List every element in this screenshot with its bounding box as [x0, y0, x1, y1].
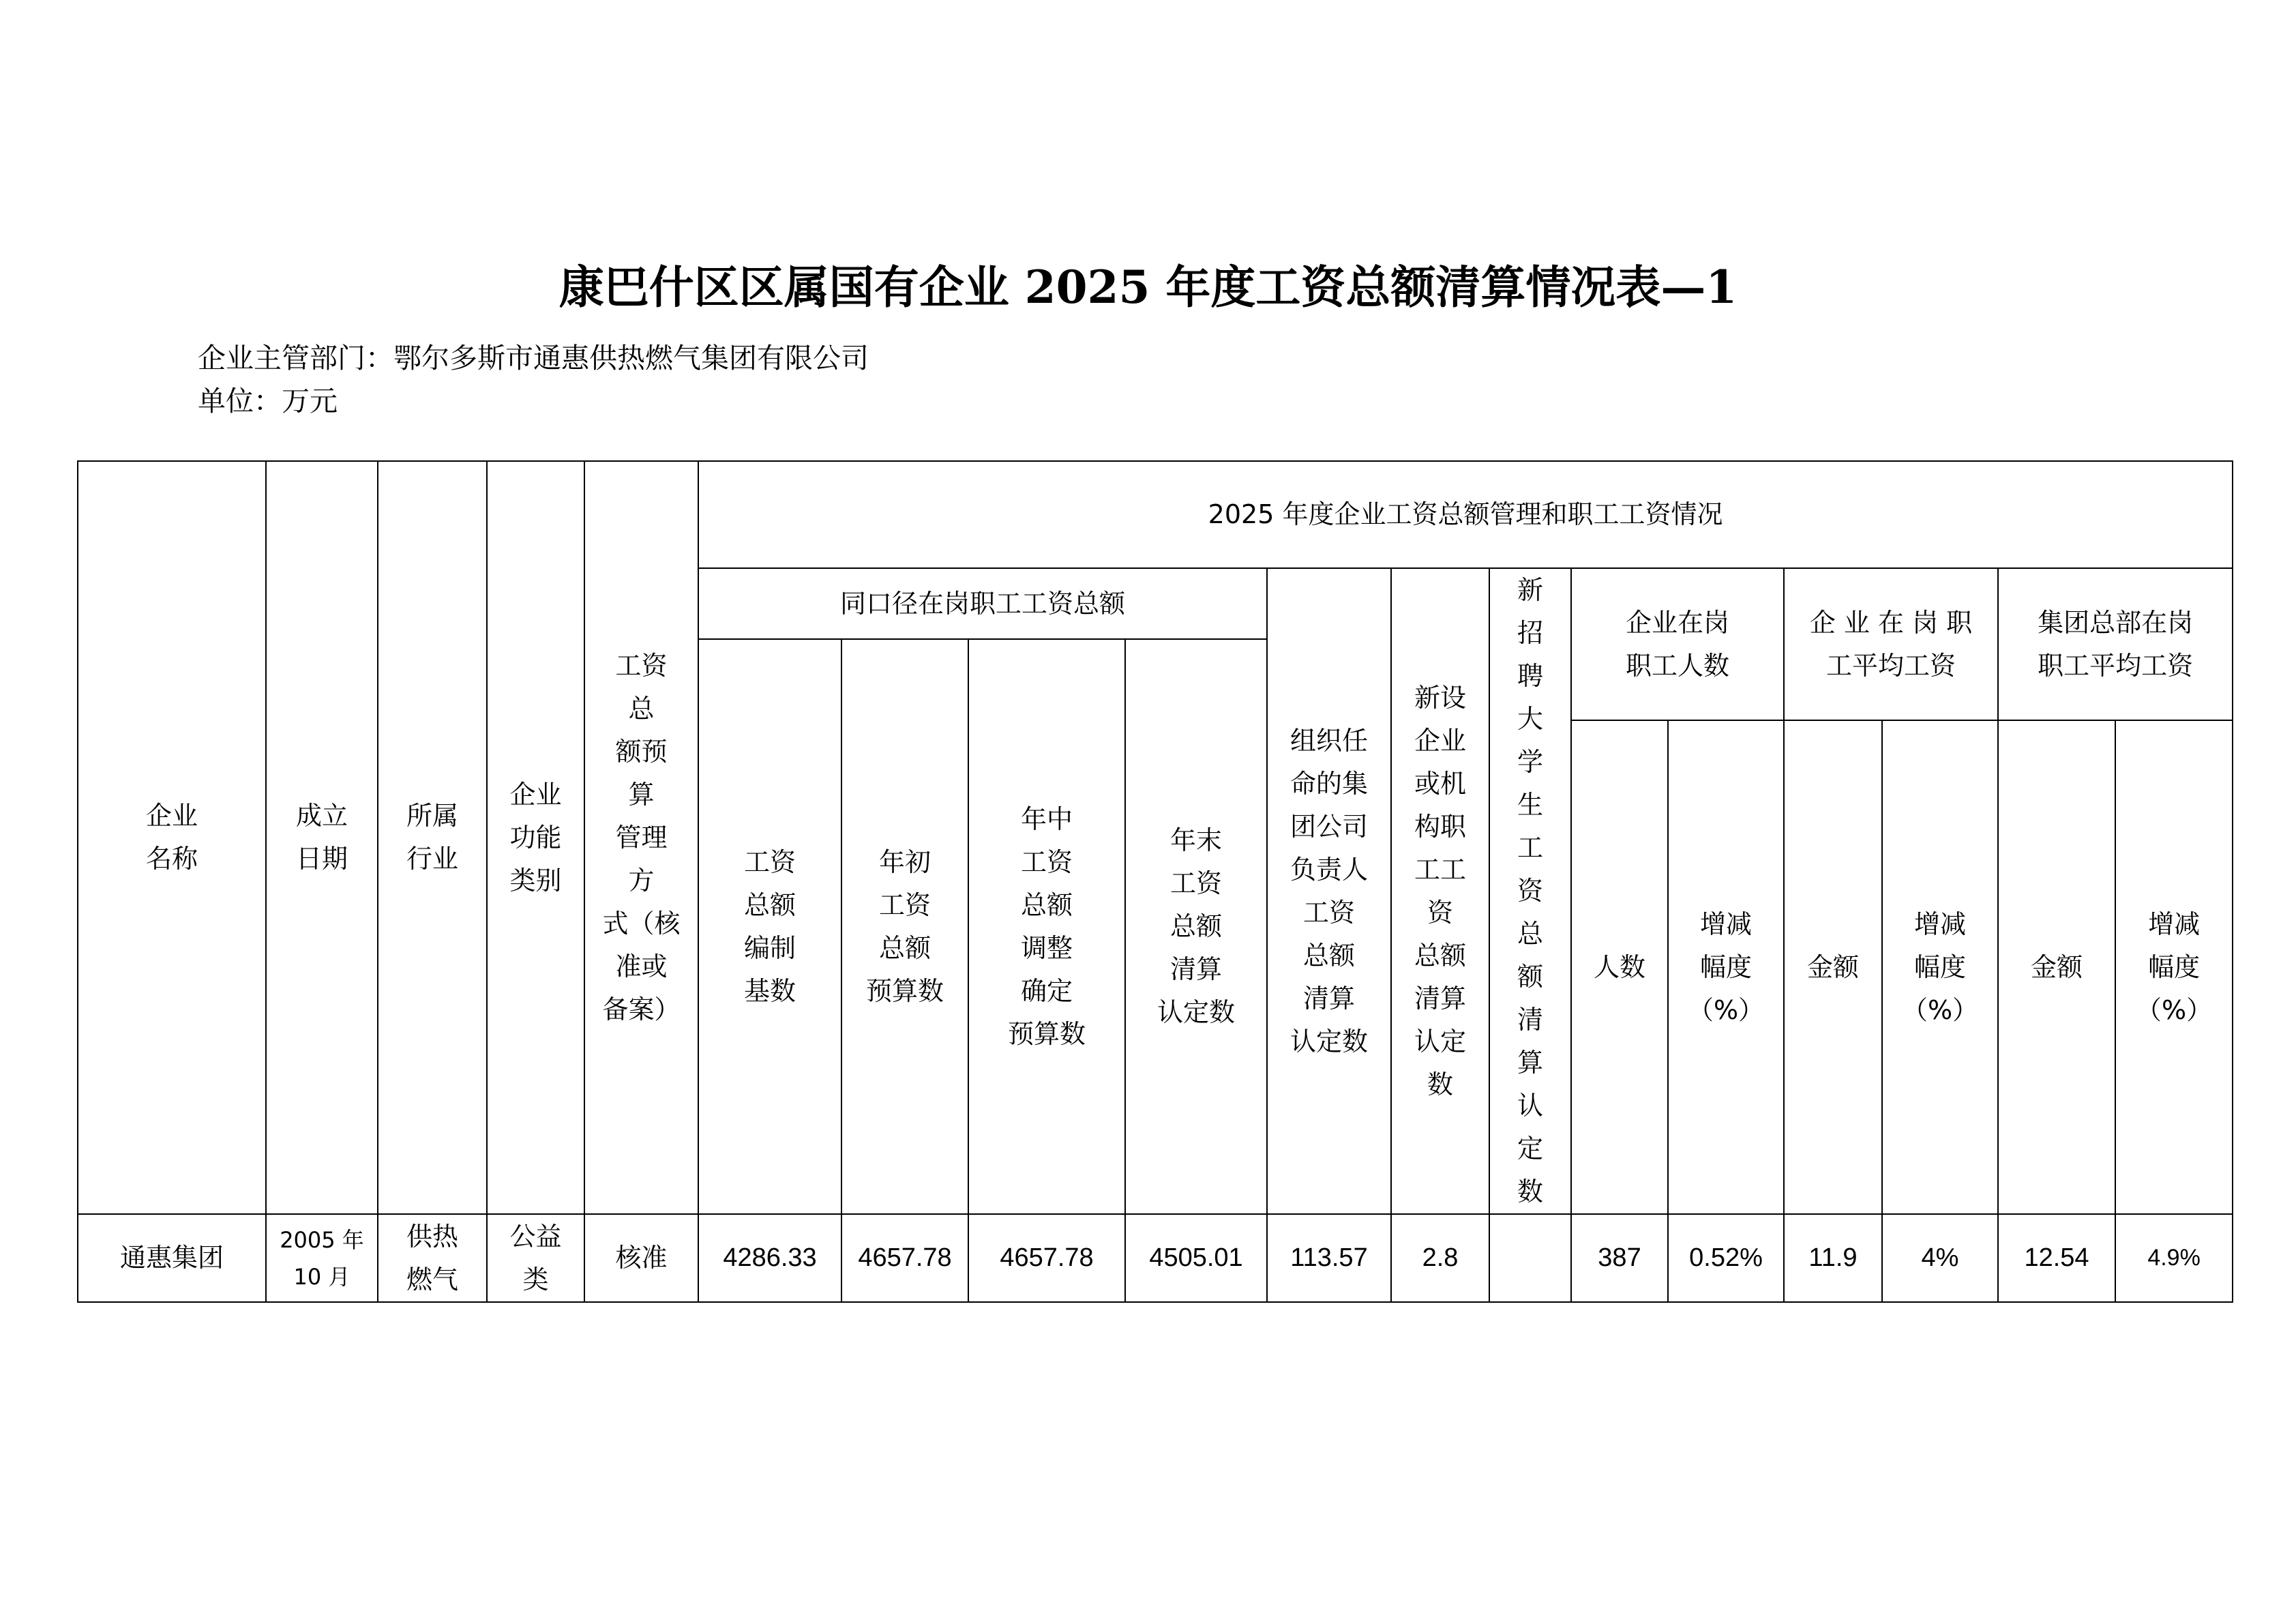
header-enterprise-name: 企业 名称 — [78, 461, 266, 1214]
cell-budget-mode: 核准 — [584, 1214, 698, 1302]
unit-value: 万元 — [282, 385, 338, 417]
header-people: 人数 — [1571, 720, 1668, 1214]
settlement-table — [77, 460, 2233, 1303]
cell-avg-amount: 11.9 — [1784, 1214, 1882, 1302]
header-hq-avg-wage: 集团总部在岗 职工平均工资 — [1998, 568, 2233, 720]
cell-year-end: 4505.01 — [1125, 1214, 1267, 1302]
header-initial-budget: 年初 工资 总额 预算数 — [841, 639, 968, 1214]
department-line — [198, 336, 869, 376]
header-hq-amount: 金额 — [1998, 720, 2115, 1214]
header-founding-date: 成立 日期 — [266, 461, 378, 1214]
header-base: 工资 总额 编制 基数 — [698, 639, 841, 1214]
header-staff-change: 增减 幅度 （%） — [1668, 720, 1784, 1214]
header-staff-count: 企业在岗 职工人数 — [1571, 568, 1784, 720]
header-new-org: 新设 企业 或机 构职 工工 资 总额 清算 认定 数 — [1391, 568, 1489, 1214]
cell-avg-change: 4% — [1882, 1214, 1998, 1302]
cell-staff-change: 0.52% — [1668, 1214, 1784, 1302]
header-group: 2025 年度企业工资总额管理和职工工资情况 — [698, 461, 2233, 568]
cell-industry: 供热 燃气 — [378, 1214, 487, 1302]
header-avg-wage: 企 业 在 岗 职 工平均工资 — [1784, 568, 1998, 720]
header-industry: 所属 行业 — [378, 461, 487, 1214]
cell-new-grads — [1489, 1214, 1571, 1302]
header-budget-mode: 工资 总 额预 算 管理 方 式（核 准或 备案） — [584, 461, 698, 1214]
table-row — [78, 1214, 2233, 1302]
cell-founding-date: 2005 年 10 月 — [266, 1214, 378, 1302]
cell-new-org: 2.8 — [1391, 1214, 1489, 1302]
cell-staff-people: 387 — [1571, 1214, 1668, 1302]
header-new-grads: 新 招 聘 大 学 生 工 资 总 额 清 算 认 定 数 — [1489, 568, 1571, 1214]
header-appointed-leaders: 组织任 命的集 团公司 负责人 工资 总额 清算 认定数 — [1267, 568, 1391, 1214]
cell-hq-amount: 12.54 — [1998, 1214, 2115, 1302]
cell-hq-change: 4.9% — [2115, 1214, 2233, 1302]
header-mid-adjust: 年中 工资 总额 调整 确定 预算数 — [968, 639, 1125, 1214]
header-avg-amount: 金额 — [1784, 720, 1882, 1214]
header-avg-change: 增减 幅度 （%） — [1882, 720, 1998, 1214]
header-hq-change: 增减 幅度 （%） — [2115, 720, 2233, 1214]
header-year-end: 年末 工资 总额 清算 认定数 — [1125, 639, 1267, 1214]
cell-function-category: 公益 类 — [487, 1214, 584, 1302]
header-same-caliber: 同口径在岗职工工资总额 — [698, 568, 1267, 639]
cell-initial-budget: 4657.78 — [841, 1214, 968, 1302]
page-title: 康巴什区区属国有企业 2025 年度工资总额清算情况表—1 — [558, 261, 1738, 314]
unit-label: 单位： — [198, 385, 282, 417]
cell-appointed-leaders: 113.57 — [1267, 1214, 1391, 1302]
cell-enterprise-name: 通惠集团 — [78, 1214, 266, 1302]
cell-mid-adjust: 4657.78 — [968, 1214, 1125, 1302]
cell-base: 4286.33 — [698, 1214, 841, 1302]
header-function-category: 企业 功能 类别 — [487, 461, 584, 1214]
department-label: 企业主管部门： — [198, 342, 393, 374]
department-value: 鄂尔多斯市通惠供热燃气集团有限公司 — [393, 342, 869, 374]
unit-line — [198, 379, 338, 419]
